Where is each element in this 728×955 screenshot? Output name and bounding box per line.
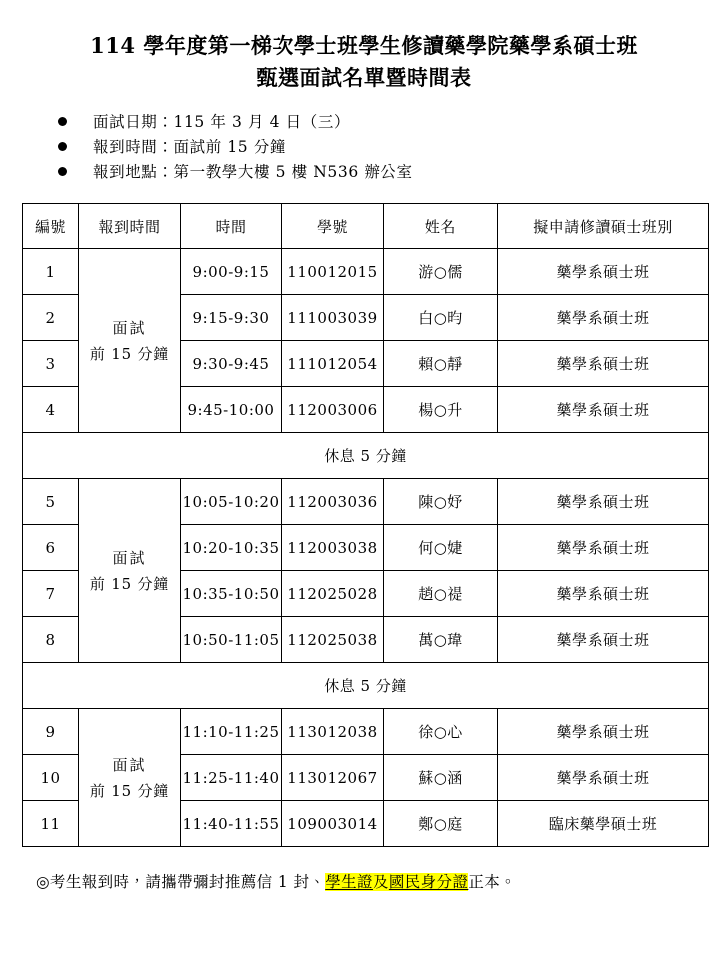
cell-name: 趙○禔 [384,571,498,617]
table-row [23,709,709,755]
cell-sid: 112003006 [282,387,384,433]
footer-note-part-2: 正本。 [468,873,517,891]
cell-program: 藥學系碩士班 [498,341,709,387]
page-title [0,0,728,94]
cell-no: 6 [23,525,79,571]
cell-checkin-time [79,479,181,663]
table-break-row [23,663,709,709]
interview-info-list [0,110,728,185]
cell-name: 游○儒 [384,249,498,295]
list-item-checkin-location [58,160,728,185]
cell-program: 藥學系碩士班 [498,617,709,663]
cell-time: 10:50-11:05 [181,617,282,663]
cell-time: 11:10-11:25 [181,709,282,755]
cell-no: 8 [23,617,79,663]
cell-sid: 111012054 [282,341,384,387]
cell-sid: 112003038 [282,525,384,571]
cell-sid: 112025028 [282,571,384,617]
cell-sid: 113012038 [282,709,384,755]
footer-note-part-1: ◎考生報到時，請攜帶彌封推薦信 1 封、 [36,873,326,891]
checkin-line-1: 面試 [112,548,147,567]
checkin-line-2: 前 15 分鐘 [89,574,170,593]
cell-program: 藥學系碩士班 [498,479,709,525]
cell-program: 藥學系碩士班 [498,709,709,755]
cell-name: 賴○靜 [384,341,498,387]
cell-no: 10 [23,755,79,801]
cell-time: 9:15-9:30 [181,295,282,341]
cell-program: 藥學系碩士班 [498,525,709,571]
column-header-time: 時間 [181,204,282,249]
checkin-line-1: 面試 [112,755,147,774]
cell-name: 鄭○庭 [384,801,498,847]
checkin-line-2: 前 15 分鐘 [89,781,170,800]
cell-time: 10:35-10:50 [181,571,282,617]
column-header-student-id: 學號 [282,204,384,249]
schedule-table-wrapper [22,203,706,847]
column-header-program: 擬申請修讀碩士班別 [498,204,709,249]
cell-name: 徐○心 [384,709,498,755]
cell-name: 何○婕 [384,525,498,571]
cell-no: 9 [23,709,79,755]
break-label: 休息 5 分鐘 [23,663,709,709]
cell-name: 陳○妤 [384,479,498,525]
cell-name: 楊○升 [384,387,498,433]
cell-no: 2 [23,295,79,341]
cell-program: 藥學系碩士班 [498,571,709,617]
list-item-label: 報到地點：第一教學大樓 5 樓 N536 辦公室 [93,163,413,181]
break-label: 休息 5 分鐘 [23,433,709,479]
cell-time: 11:25-11:40 [181,755,282,801]
cell-time: 9:30-9:45 [181,341,282,387]
cell-program: 臨床藥學碩士班 [498,801,709,847]
list-item-checkin-time [58,135,728,160]
column-header-name: 姓名 [384,204,498,249]
cell-time: 10:05-10:20 [181,479,282,525]
bullet-icon [58,167,67,176]
table-header-row [23,204,709,249]
list-item-label: 報到時間：面試前 15 分鐘 [93,138,286,156]
column-header-no: 編號 [23,204,79,249]
footer-note-conjunction: 及 [372,873,389,891]
list-item-interview-date [58,110,728,135]
cell-no: 3 [23,341,79,387]
cell-sid: 113012067 [282,755,384,801]
checkin-line-2: 前 15 分鐘 [89,344,170,363]
bullet-icon [58,142,67,151]
cell-checkin-time [79,249,181,433]
table-row [23,249,709,295]
footer-note-highlight-student-id: 學生證 [325,873,373,891]
cell-sid: 111003039 [282,295,384,341]
cell-no: 5 [23,479,79,525]
table-break-row [23,433,709,479]
cell-sid: 112025038 [282,617,384,663]
list-item-label: 面試日期：115 年 3 月 4 日（三） [93,113,351,131]
cell-sid: 110012015 [282,249,384,295]
cell-time: 9:45-10:00 [181,387,282,433]
bullet-icon [58,117,67,126]
footer-note [0,869,728,895]
cell-program: 藥學系碩士班 [498,295,709,341]
cell-program: 藥學系碩士班 [498,387,709,433]
cell-program: 藥學系碩士班 [498,249,709,295]
footer-note-highlight-national-id: 國民身分證 [388,873,469,891]
table-row [23,479,709,525]
cell-time: 10:20-10:35 [181,525,282,571]
table-body [23,249,709,847]
checkin-line-1: 面試 [112,318,147,337]
cell-checkin-time [79,709,181,847]
cell-sid: 112003036 [282,479,384,525]
table-header [23,204,709,249]
cell-program: 藥學系碩士班 [498,755,709,801]
cell-no: 7 [23,571,79,617]
cell-no: 4 [23,387,79,433]
cell-name: 萬○瑋 [384,617,498,663]
cell-sid: 109003014 [282,801,384,847]
cell-no: 1 [23,249,79,295]
cell-name: 蘇○涵 [384,755,498,801]
page-title-line-2: 甄選面試名單暨時間表 [256,65,472,90]
page-title-line-1: 114 學年度第一梯次學士班學生修讀藥學院藥學系碩士班 [90,33,638,58]
cell-time: 9:00-9:15 [181,249,282,295]
cell-no: 11 [23,801,79,847]
interview-schedule-table [22,203,709,847]
column-header-checkin-time: 報到時間 [79,204,181,249]
cell-time: 11:40-11:55 [181,801,282,847]
cell-name: 白○昀 [384,295,498,341]
